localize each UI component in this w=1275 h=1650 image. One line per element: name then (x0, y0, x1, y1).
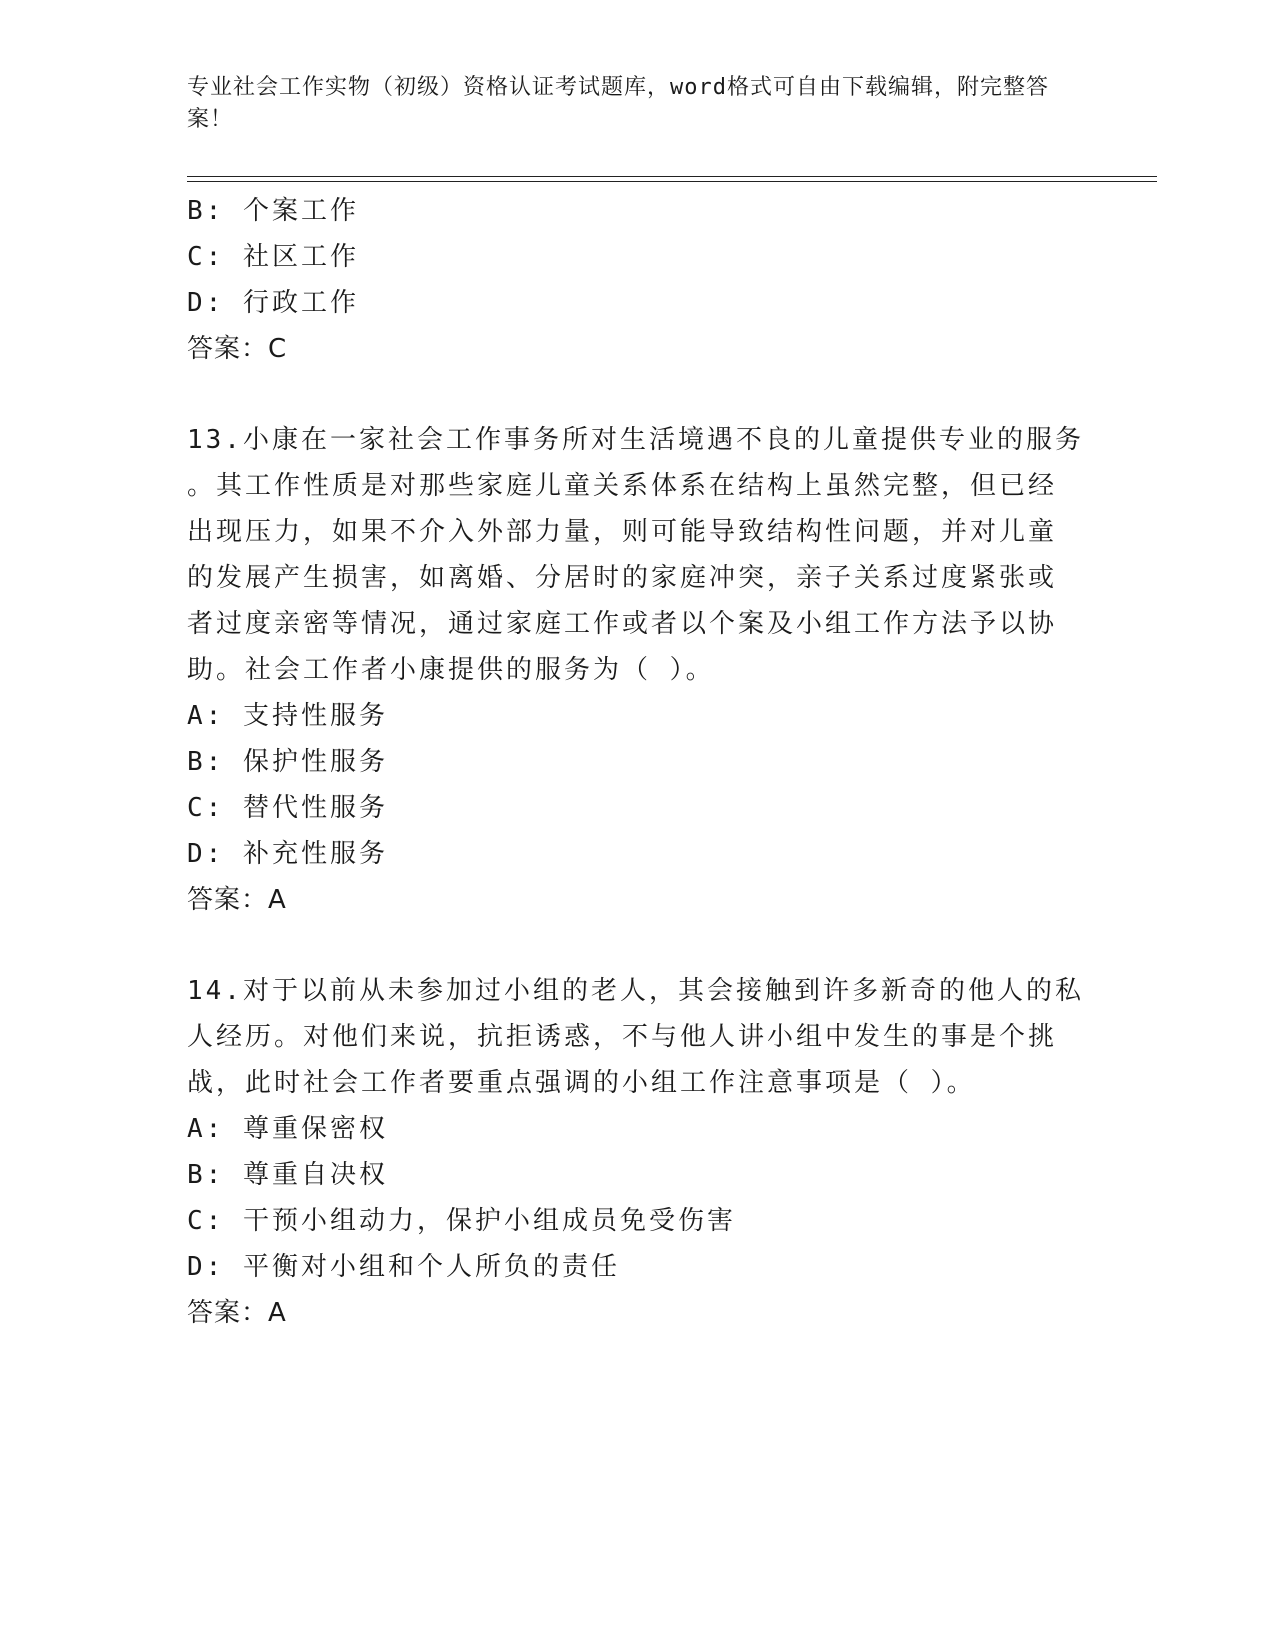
option-b: B: 尊重自决权 (187, 1160, 388, 1190)
answer-line: 答案：A (187, 885, 287, 915)
page-header (187, 72, 1067, 136)
header-rule-top (187, 176, 1157, 177)
question-stem-line: 助。社会工作者小康提供的服务为（ ）。 (187, 655, 715, 685)
question-13 (187, 417, 1087, 923)
question-stem-line: 战，此时社会工作者要重点强调的小组工作注意事项是（ ）。 (187, 1068, 976, 1098)
question-stem-line: 的发展产生损害，如离婚、分居时的家庭冲突，亲子关系过度紧张或 (187, 563, 1058, 593)
option-c: C: 干预小组动力，保护小组成员免受伤害 (187, 1206, 736, 1236)
header-rule-bottom (187, 181, 1157, 182)
question-stem-line: 14.对于以前从未参加过小组的老人，其会接触到许多新奇的他人的私 (187, 976, 1084, 1006)
question-14 (187, 968, 1087, 1336)
question-12-tail (187, 188, 1087, 372)
option-d: D: 行政工作 (187, 288, 359, 318)
answer-line: 答案：C (187, 334, 288, 364)
question-stem-line: 13.小康在一家社会工作事务所对生活境遇不良的儿童提供专业的服务 (187, 425, 1084, 455)
question-stem-line: 。其工作性质是对那些家庭儿童关系体系在结构上虽然完整，但已经 (187, 471, 1058, 501)
option-b: B: 个案工作 (187, 196, 359, 226)
option-a: A: 支持性服务 (187, 701, 388, 731)
question-stem-line: 者过度亲密等情况，通过家庭工作或者以个案及小组工作方法予以协 (187, 609, 1058, 639)
spacer (187, 372, 1087, 417)
option-a: A: 尊重保密权 (187, 1114, 388, 1144)
question-stem-line: 出现压力，如果不介入外部力量，则可能导致结构性问题，并对儿童 (187, 517, 1058, 547)
option-d: D: 平衡对小组和个人所负的责任 (187, 1252, 620, 1282)
option-c: C: 社区工作 (187, 242, 359, 272)
option-d: D: 补充性服务 (187, 839, 388, 869)
header-text: 专业社会工作实物（初级）资格认证考试题库，word格式可自由下载编辑，附完整答案！ (187, 75, 1049, 132)
option-c: C: 替代性服务 (187, 793, 388, 823)
question-stem-line: 人经历。对他们来说，抗拒诱惑，不与他人讲小组中发生的事是个挑 (187, 1022, 1058, 1052)
answer-line: 答案：A (187, 1298, 287, 1328)
option-b: B: 保护性服务 (187, 747, 388, 777)
document-body (187, 188, 1087, 1336)
spacer (187, 923, 1087, 968)
